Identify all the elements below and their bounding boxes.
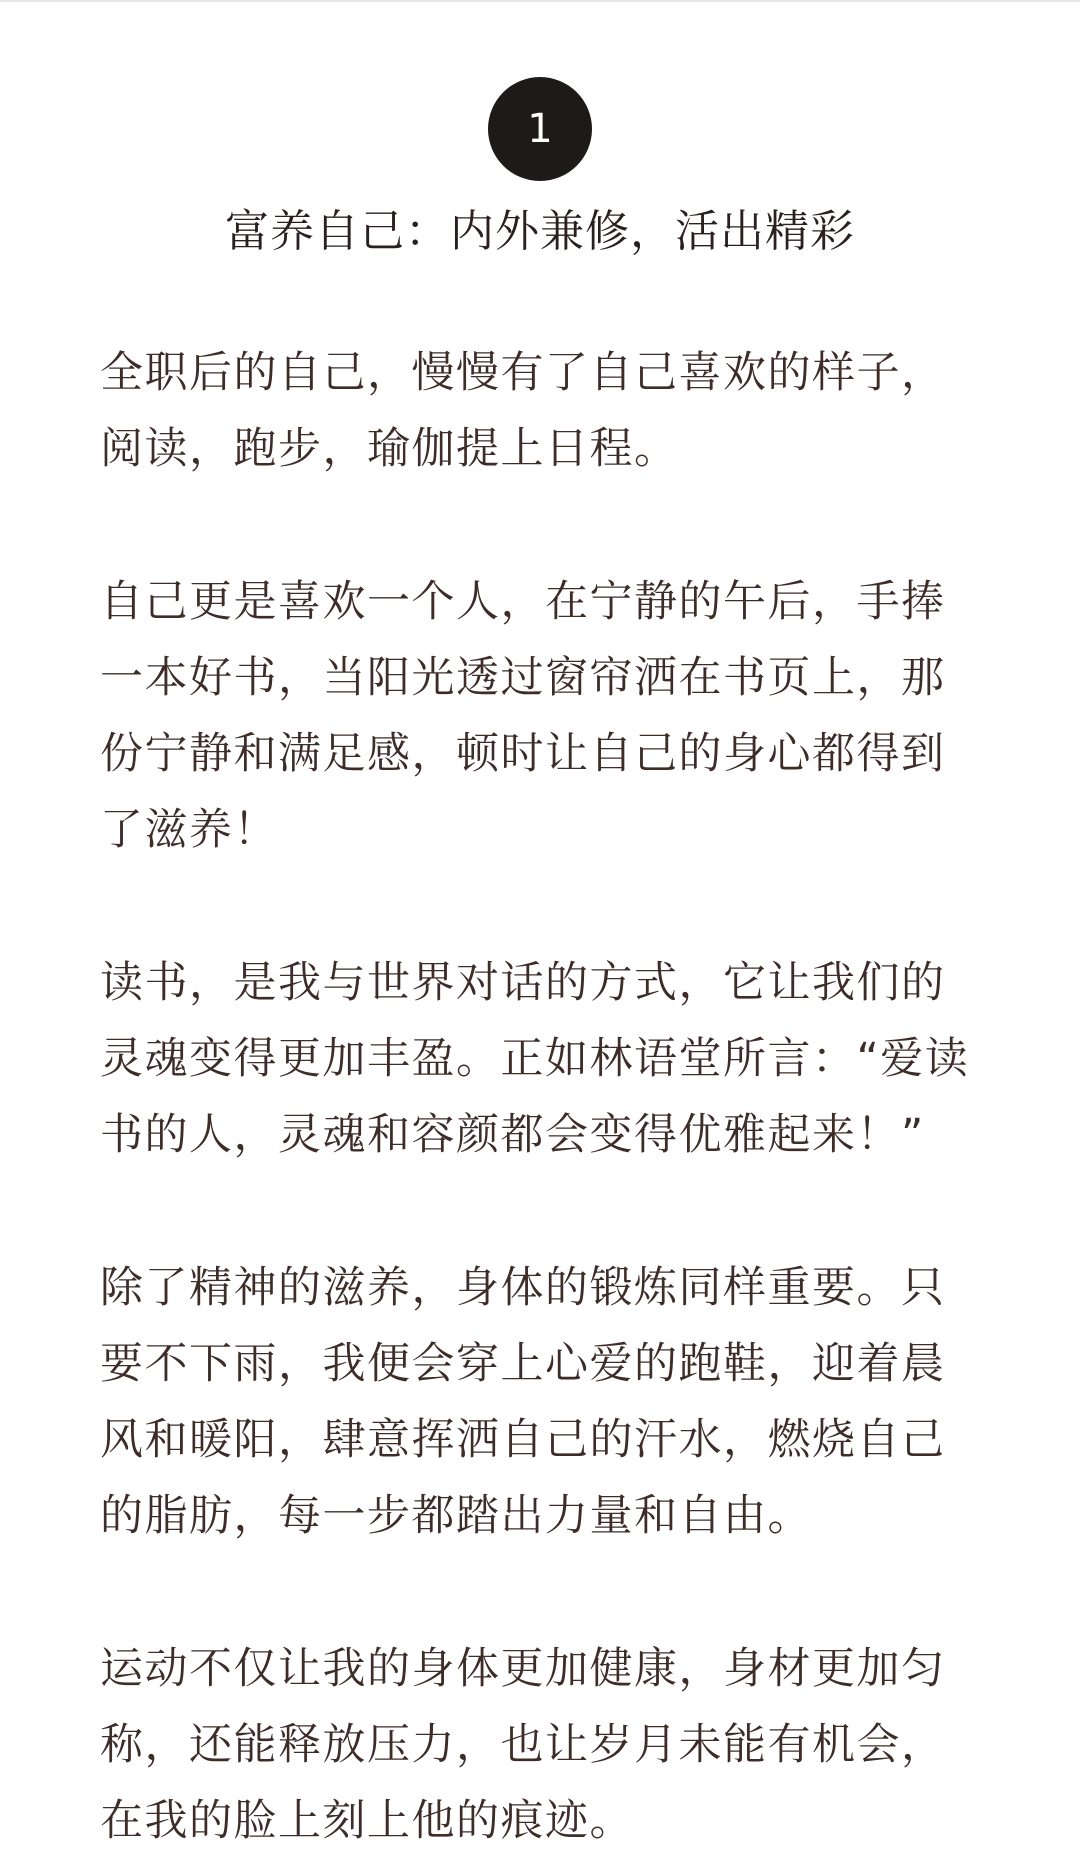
section-title: 富养自己：内外兼修，活出精彩 bbox=[225, 206, 855, 257]
paragraph: 运动不仅让我的身体更加健康，身材更加匀称，还能释放压力，也让岁月未能有机会，在我的脸上刻上他的痕迹。 bbox=[100, 1644, 946, 1846]
paragraph: 除了精神的滋养，身体的锻炼同样重要。只要不下雨，我便会穿上心爱的跑鞋，迎着晨风和暖阳，肆意挥洒自己的汗水，燃烧自己的脂肪，每一步都踏出力量和自由。 bbox=[100, 1263, 946, 1541]
section-number-badge: 1 bbox=[488, 77, 592, 181]
article-body bbox=[100, 335, 985, 1859]
paragraph: 全职后的自己，慢慢有了自己喜欢的样子，阅读，跑步，瑜伽提上日程。 bbox=[100, 348, 946, 474]
paragraph: 自己更是喜欢一个人，在宁静的午后，手捧一本好书，当阳光透过窗帘洒在书页上，那份宁静和满足感，顿时让自己的身心都得到了滋养！ bbox=[100, 577, 946, 855]
paragraph: 读书，是我与世界对话的方式，它让我们的灵魂变得更加丰盈。正如林语堂所言：“爱读书的人，灵魂和容颜都会变得优雅起来！” bbox=[100, 958, 970, 1160]
top-divider bbox=[0, 0, 1080, 2]
